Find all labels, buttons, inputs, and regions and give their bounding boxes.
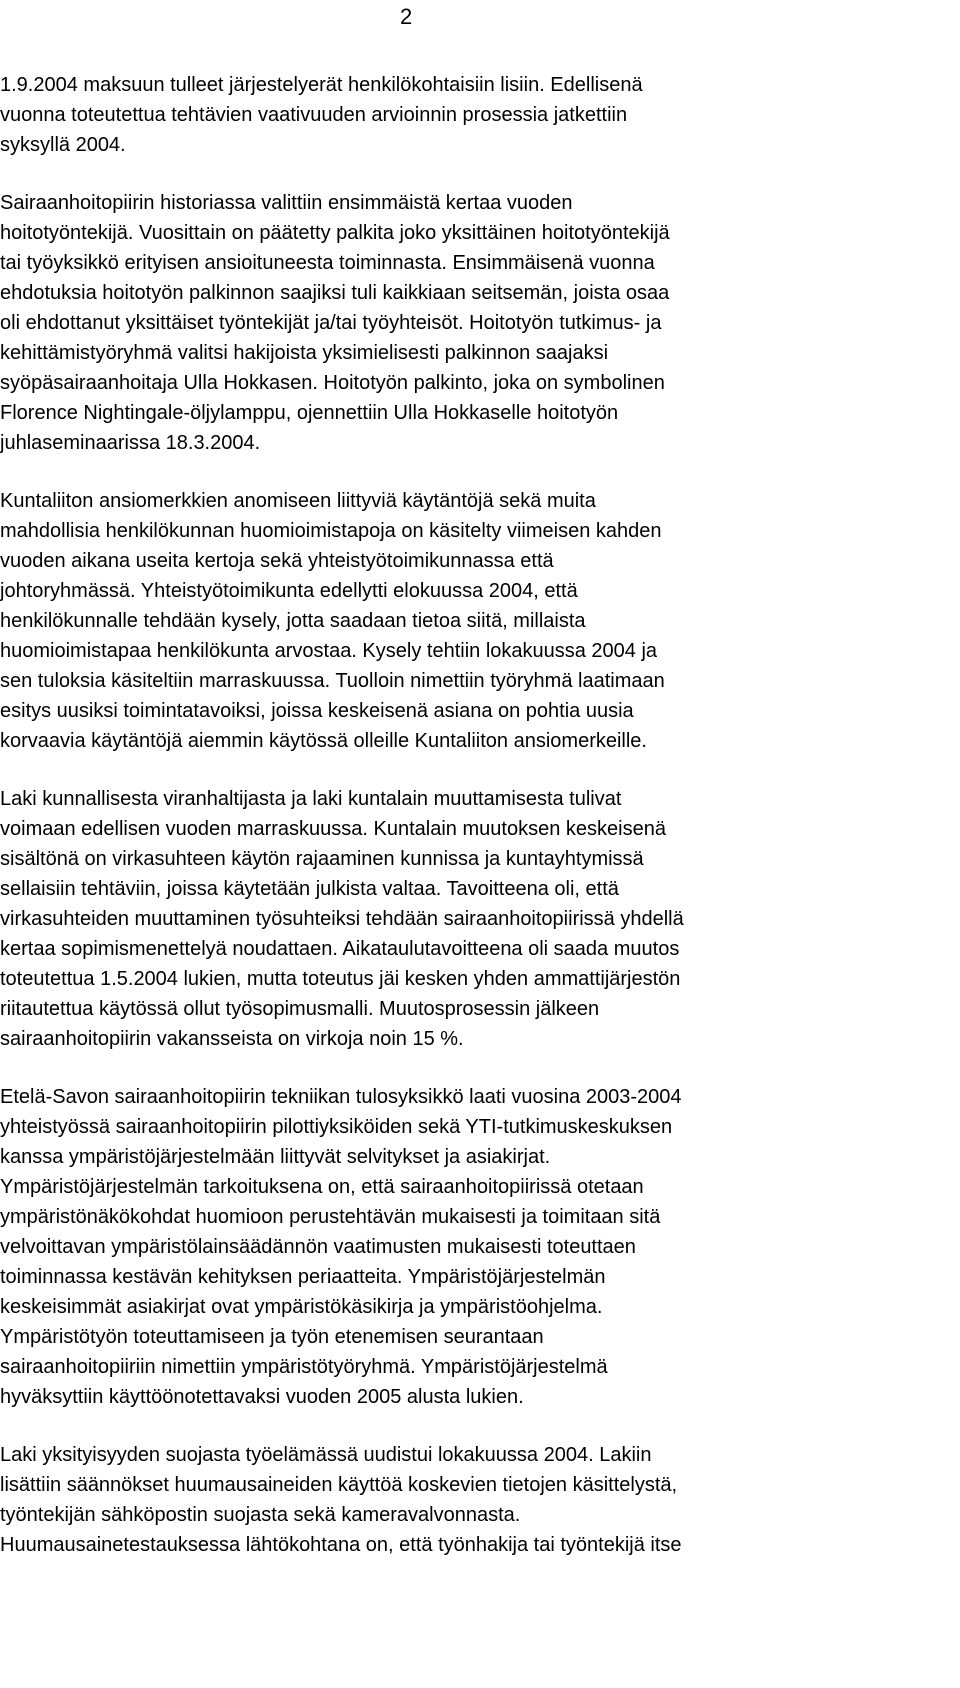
text-line: ehdotuksia hoitotyön palkinnon saajiksi tuli kaikkiaan seitsemän, joista osaa [0, 282, 670, 304]
text-line: yhteistyössä sairaanhoitopiirin pilottiyksiköiden sekä YTI-tutkimuskeskuksen [0, 1116, 673, 1138]
text-line: syksyllä 2004. [0, 134, 126, 156]
text-line: Ympäristötyön toteuttamiseen ja työn etenemisen seurantaan [0, 1326, 544, 1348]
paragraph [0, 188, 960, 458]
paragraph-gap [0, 458, 960, 486]
text-line: henkilökunnalle tehdään kysely, jotta saadaan tietoa siitä, millaista [0, 610, 586, 632]
text-line: mahdollisia henkilökunnan huomioimistapoja on käsitelty viimeisen kahden [0, 520, 662, 542]
text-line: lisättiin säännökset huumausaineiden käyttöä koskevien tietojen käsittelystä, [0, 1474, 678, 1496]
text-line: tai työyksikkö erityisen ansioituneesta toiminnasta. Ensimmäisenä vuonna [0, 252, 655, 274]
text-line: sen tuloksia käsiteltiin marraskuussa. Tuolloin nimettiin työryhmä laatimaan [0, 670, 665, 692]
document-body [0, 70, 960, 1560]
text-line: Laki kunnallisesta viranhaltijasta ja laki kuntalain muuttamisesta tulivat [0, 788, 622, 810]
text-line: voimaan edellisen vuoden marraskuussa. Kuntalain muutoksen keskeisenä [0, 818, 666, 840]
text-line: esitys uusiksi toimintatavoiksi, joissa keskeisenä asiana on pohtia uusia [0, 700, 634, 722]
text-line: hyväksyttiin käyttöönotettavaksi vuoden 2005 alusta lukien. [0, 1386, 524, 1408]
text-line: työntekijän sähköpostin suojasta sekä kameravalvonnasta. [0, 1504, 521, 1526]
text-line: kanssa ympäristöjärjestelmään liittyvät selvitykset ja asiakirjat. [0, 1146, 551, 1168]
text-line: syöpäsairaanhoitaja Ulla Hokkasen. Hoitotyön palkinto, joka on symbolinen [0, 372, 665, 394]
text-line: 1.9.2004 maksuun tulleet järjestelyerät henkilökohtaisiin lisiin. Edellisenä [0, 74, 643, 96]
page-number: 2 [400, 4, 413, 29]
text-line: sairaanhoitopiiriin nimettiin ympäristötyöryhmä. Ympäristöjärjestelmä [0, 1356, 608, 1378]
text-line: velvoittavan ympäristölainsäädännön vaatimusten mukaisesti toteuttaen [0, 1236, 636, 1258]
text-line: vuonna toteutettua tehtävien vaativuuden arvioinnin prosessia jatkettiin [0, 104, 628, 126]
text-line: keskeisimmät asiakirjat ovat ympäristökäsikirja ja ympäristöohjelma. [0, 1296, 603, 1318]
text-line: Huumausainetestauksessa lähtökohtana on, että työnhakija tai työntekijä itse [0, 1534, 682, 1556]
paragraph-gap [0, 160, 960, 188]
text-line: riitautettua käytössä ollut työsopimusmalli. Muutosprosessin jälkeen [0, 998, 600, 1020]
paragraph-gap [0, 1412, 960, 1440]
text-line: kehittämistyöryhmä valitsi hakijoista yksimielisesti palkinnon saajaksi [0, 342, 609, 364]
text-line: toteutettua 1.5.2004 lukien, mutta toteutus jäi kesken yhden ammattijärjestön [0, 968, 681, 990]
text-line: ympäristönäkökohdat huomioon perustehtävän mukaisesti ja toimitaan sitä [0, 1206, 661, 1228]
paragraph-gap [0, 756, 960, 784]
text-line: Florence Nightingale-öljylamppu, ojennettiin Ulla Hokkaselle hoitotyön [0, 402, 619, 424]
text-line: hoitotyöntekijä. Vuosittain on päätetty palkita joko yksittäinen hoitotyöntekijä [0, 222, 670, 244]
text-line: sellaisiin tehtäviin, joissa käytetään julkista valtaa. Tavoitteena oli, että [0, 878, 619, 900]
text-line: huomioimistapaa henkilökunta arvostaa. Kysely tehtiin lokakuussa 2004 ja [0, 640, 658, 662]
text-line: Sairaanhoitopiirin historiassa valittiin ensimmäistä kertaa vuoden [0, 192, 573, 214]
text-line: virkasuhteiden muuttaminen työsuhteiksi tehdään sairaanhoitopiirissä yhdellä [0, 908, 684, 930]
text-line: korvaavia käytäntöjä aiemmin käytössä olleille Kuntaliiton ansiomerkeille. [0, 730, 647, 752]
text-line: Ympäristöjärjestelmän tarkoituksena on, että sairaanhoitopiirissä otetaan [0, 1176, 644, 1198]
text-line: oli ehdottanut yksittäiset työntekijät ja/tai työyhteisöt. Hoitotyön tutkimus- ja [0, 312, 662, 334]
paragraph [0, 1082, 960, 1412]
text-line: johtoryhmässä. Yhteistyötoimikunta edellytti elokuussa 2004, että [0, 580, 578, 602]
text-line: sairaanhoitopiirin vakansseista on virkoja noin 15 %. [0, 1028, 464, 1050]
text-line: Kuntaliiton ansiomerkkien anomiseen liittyviä käytäntöjä sekä muita [0, 490, 596, 512]
text-line: Laki yksityisyyden suojasta työelämässä uudistui lokakuussa 2004. Lakiin [0, 1444, 652, 1466]
text-line: sisältönä on virkasuhteen käytön rajaaminen kunnissa ja kuntayhtymissä [0, 848, 644, 870]
paragraph [0, 70, 960, 160]
text-line: vuoden aikana useita kertoja sekä yhteistyötoimikunnassa että [0, 550, 554, 572]
text-line: kertaa sopimismenettelyä noudattaen. Aikataulutavoitteena oli saada muutos [0, 938, 680, 960]
paragraph [0, 1440, 960, 1560]
paragraph [0, 784, 960, 1054]
paragraph-gap [0, 1054, 960, 1082]
text-line: juhlaseminaarissa 18.3.2004. [0, 432, 261, 454]
paragraph [0, 486, 960, 756]
text-line: toiminnassa kestävän kehityksen periaatteita. Ympäristöjärjestelmän [0, 1266, 606, 1288]
text-line: Etelä-Savon sairaanhoitopiirin tekniikan tulosyksikkö laati vuosina 2003-2004 [0, 1086, 682, 1108]
